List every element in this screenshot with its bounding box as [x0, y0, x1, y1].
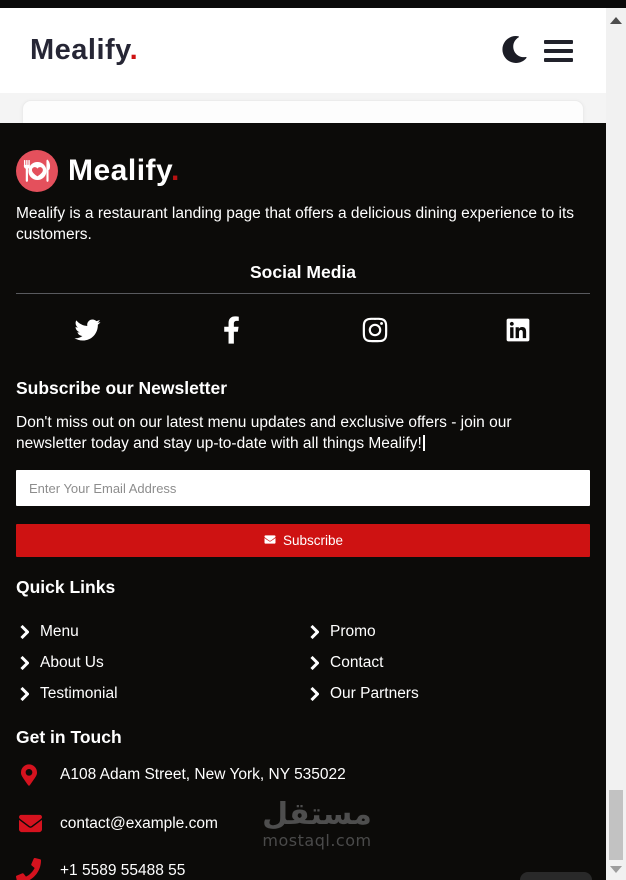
top-black-strip — [0, 0, 626, 8]
footer-logo-row[interactable] — [16, 150, 590, 192]
link-contact[interactable] — [306, 655, 590, 671]
link-about-us[interactable] — [16, 655, 306, 671]
social-icons-row — [16, 310, 590, 350]
chevron-right-icon — [310, 687, 319, 701]
scrollbar-down-arrow-icon[interactable] — [610, 866, 622, 873]
chevron-right-icon — [310, 625, 319, 639]
link-label: Menu — [40, 623, 79, 640]
bottom-partial-widget[interactable] — [520, 872, 592, 880]
scrollbar[interactable] — [606, 8, 626, 880]
envelope-icon — [16, 812, 60, 835]
dark-mode-toggle-button[interactable] — [497, 34, 531, 68]
footer-brand-text: Mealify — [68, 154, 171, 187]
site-header — [0, 8, 606, 93]
link-promo[interactable] — [306, 624, 590, 640]
link-label: About Us — [40, 654, 104, 671]
watermark-latin-text: mostaql.com — [262, 831, 372, 850]
newsletter-text — [16, 412, 561, 454]
quick-links-grid — [16, 624, 590, 702]
content-card-top-edge — [22, 100, 584, 123]
link-our-partners[interactable] — [306, 686, 590, 702]
chevron-right-icon — [20, 656, 29, 670]
hamburger-menu-icon[interactable] — [544, 34, 578, 68]
scrollbar-up-arrow-icon[interactable] — [610, 17, 622, 24]
chevron-right-icon — [20, 625, 29, 639]
contact-address-text: A108 Adam Street, New York, NY 535022 — [60, 766, 346, 783]
watermark-arabic-text: مستقل — [262, 797, 372, 832]
map-pin-icon — [16, 763, 60, 787]
newsletter-title: Subscribe our Newsletter — [16, 378, 228, 398]
moon-icon — [501, 36, 528, 66]
link-label: Our Partners — [330, 685, 419, 702]
social-media-title: Social Media — [249, 262, 356, 282]
header-actions — [497, 34, 578, 68]
social-divider — [16, 293, 590, 294]
link-label: Testimonial — [40, 685, 118, 702]
contact-email-row — [16, 812, 590, 835]
link-menu[interactable] — [16, 624, 306, 640]
subscribe-button-label: Subscribe — [282, 533, 344, 548]
chevron-right-icon — [310, 656, 319, 670]
twitter-icon[interactable] — [65, 310, 111, 350]
footer-about-text: Mealify is a restaurant landing page that offers a delicious dining experience to its customers. — [16, 205, 575, 243]
newsletter-text-content: Don't miss out on our latest menu updates and exclusive offers - join our newsletter today and stay up-to-date with all things Mealify! — [16, 414, 512, 452]
get-in-touch-title: Get in Touch — [16, 727, 122, 747]
contact-email-text[interactable]: contact@example.com — [60, 814, 218, 832]
quick-links-title: Quick Links — [16, 577, 116, 597]
email-input[interactable] — [16, 470, 590, 506]
footer-brand — [68, 154, 180, 188]
mealify-plate-logo-icon — [16, 150, 58, 192]
link-testimonial[interactable] — [16, 686, 306, 702]
contact-address-row — [16, 763, 590, 787]
envelope-icon — [263, 533, 277, 548]
instagram-icon[interactable] — [352, 310, 398, 350]
contact-phone-text[interactable]: +1 5589 55488 55 — [60, 861, 186, 879]
subscribe-button[interactable] — [16, 524, 590, 557]
link-label: Promo — [330, 623, 376, 640]
linkedin-icon[interactable] — [495, 310, 541, 350]
header-brand-dot: . — [129, 34, 139, 66]
site-footer — [0, 123, 606, 880]
text-caret — [423, 435, 425, 451]
scrollbar-thumb[interactable] — [609, 790, 623, 860]
contact-phone-row — [16, 858, 590, 880]
page — [0, 8, 606, 880]
footer-brand-dot: . — [170, 154, 180, 187]
page-content-strip — [0, 93, 606, 123]
link-label: Contact — [330, 654, 384, 671]
facebook-icon[interactable] — [208, 310, 254, 350]
header-brand[interactable] — [30, 34, 138, 67]
phone-icon — [16, 858, 60, 880]
chevron-right-icon — [20, 687, 29, 701]
header-brand-text: Mealify — [30, 34, 130, 66]
